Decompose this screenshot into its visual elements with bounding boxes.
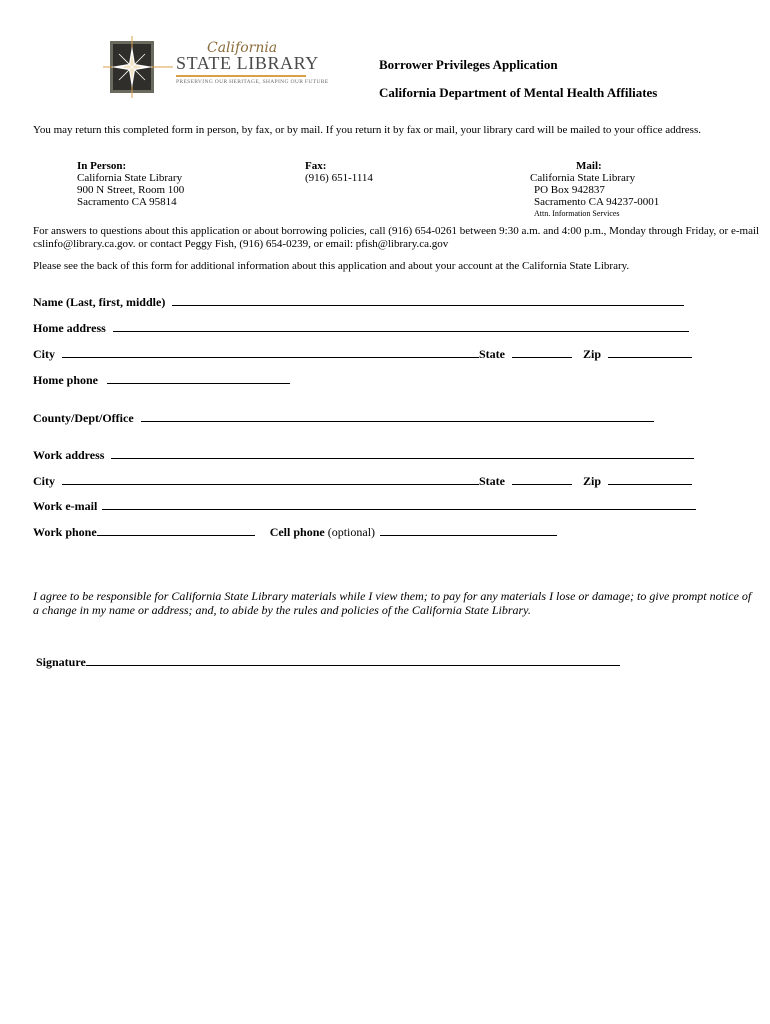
compass-star-icon <box>103 36 173 98</box>
work-address-field[interactable] <box>111 448 694 459</box>
mail-line1: California State Library <box>530 172 636 184</box>
intro-text: You may return this completed form in person, by fax, or by mail. If you return it by fax or mail, your library card will be mailed to your office address. <box>33 124 701 136</box>
city-field[interactable] <box>62 347 479 358</box>
logo-main-text: STATE LIBRARY <box>176 53 319 73</box>
in-person-line2: 900 N Street, Room 100 <box>77 184 185 196</box>
agreement-text: I agree to be responsible for California State Library materials while I view them; to pay for any materials I lose or damage; to give prompt notice of a change in my name or address; and, to abide by the rules and policies of the California State Library. <box>33 589 752 617</box>
form-title: Borrower Privileges Application <box>379 57 558 72</box>
name-row <box>33 295 684 310</box>
work-zip-field[interactable] <box>608 474 692 485</box>
mail-attn: Attn. Information Services <box>534 209 620 218</box>
fax-number: (916) 651-1114 <box>305 172 373 184</box>
work-phone-label: Work phone <box>33 525 97 539</box>
work-email-label: Work e-mail <box>33 499 98 513</box>
state-label: State <box>479 347 505 361</box>
fax-block <box>305 160 373 184</box>
fax-label: Fax: <box>305 160 327 172</box>
signature-label: Signature <box>36 655 86 669</box>
work-email-field[interactable] <box>102 499 696 510</box>
questions-text: For answers to questions about this application or about borrowing policies, call (916) 654-0261 between 9:30 a.m. and 4:00 p.m., Monday through Friday, or e-mail cslinfo@library.ca.gov. or contact Peggy Fish, (916) 654-0239, or email: pfish@library.ca.gov <box>33 225 760 250</box>
city-label: City <box>33 347 55 361</box>
form-subtitle: California Department of Mental Health Affiliates <box>379 85 658 100</box>
home-address-row <box>33 321 689 336</box>
home-address-field[interactable] <box>113 321 689 332</box>
home-phone-row <box>33 373 290 388</box>
mail-line3: Sacramento CA 94237-0001 <box>534 196 660 208</box>
work-city-row <box>33 474 692 489</box>
county-dept-field[interactable] <box>141 411 654 422</box>
home-phone-field[interactable] <box>107 373 290 384</box>
signature-field[interactable] <box>86 655 620 666</box>
county-dept-label: County/Dept/Office <box>33 411 134 425</box>
logo-script-text: California <box>207 40 278 56</box>
cell-optional-label: (optional) <box>327 525 376 539</box>
see-back-text: Please see the back of this form for additional information about this application and about your account at the California State Library. <box>33 260 630 272</box>
home-address-label: Home address <box>33 321 106 335</box>
name-field[interactable] <box>172 295 684 306</box>
cell-phone-label: Cell phone <box>269 525 325 539</box>
in-person-line3: Sacramento CA 95814 <box>77 196 177 208</box>
cell-phone-field[interactable] <box>380 525 557 536</box>
mail-label: Mail: <box>576 160 602 172</box>
in-person-line1: California State Library <box>77 172 183 184</box>
phones-row <box>33 525 557 540</box>
mail-block <box>530 160 659 220</box>
work-city-field[interactable] <box>62 474 479 485</box>
mail-line2: PO Box 942837 <box>534 184 605 196</box>
work-zip-label: Zip <box>583 474 602 488</box>
zip-field[interactable] <box>608 347 692 358</box>
work-email-row <box>33 499 696 514</box>
city-row <box>33 347 692 362</box>
in-person-label: In Person: <box>77 160 127 172</box>
signature-row <box>36 655 620 670</box>
state-field[interactable] <box>512 347 572 358</box>
in-person-block <box>77 160 184 208</box>
logo-divider <box>176 75 306 77</box>
logo-tagline: PRESERVING OUR HERITAGE, SHAPING OUR FUTURE <box>176 79 329 85</box>
zip-label: Zip <box>583 347 602 361</box>
work-address-row <box>33 448 694 463</box>
home-phone-label: Home phone <box>33 373 99 387</box>
work-state-field[interactable] <box>512 474 572 485</box>
name-label: Name (Last, first, middle) <box>33 295 166 309</box>
county-dept-row <box>33 411 654 426</box>
work-state-label: State <box>479 474 505 488</box>
work-phone-field[interactable] <box>97 525 255 536</box>
work-address-label: Work address <box>33 448 105 462</box>
work-city-label: City <box>33 474 55 488</box>
